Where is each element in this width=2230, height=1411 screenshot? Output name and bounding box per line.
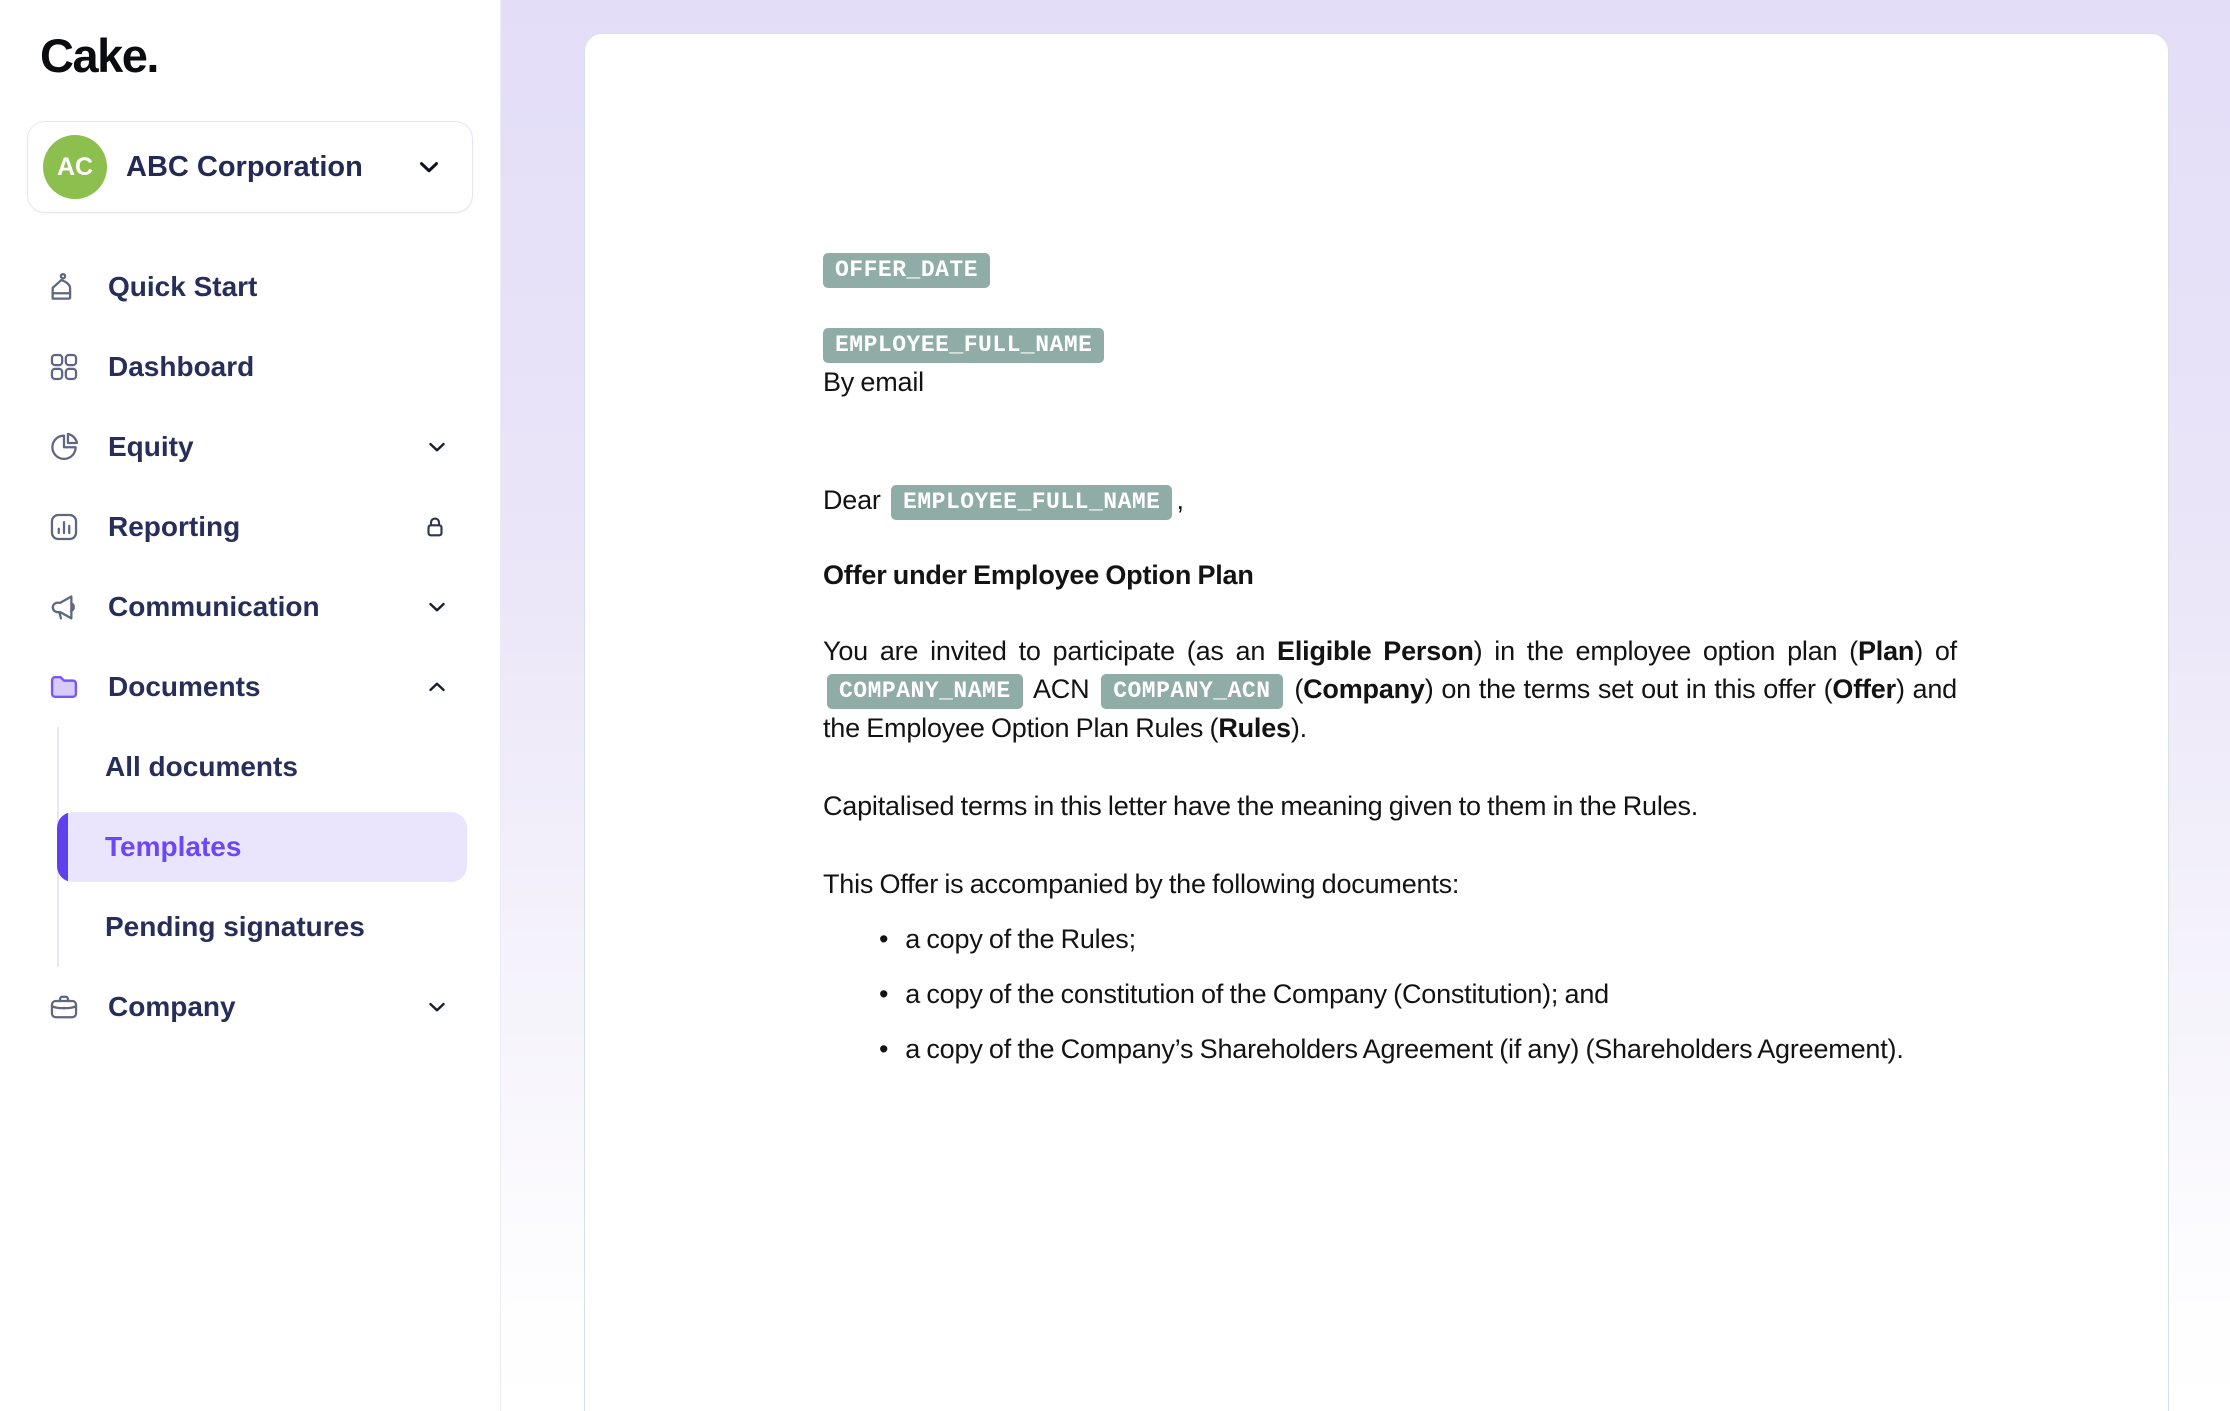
doc-bullet: • a copy of the constitution of the Company (Constitution); and [879,979,1609,1009]
chevron-down-icon [424,434,450,460]
bold-term: Company [1303,674,1425,704]
sidebar-subitem-label: Templates [105,831,242,862]
bold-term: Offer [1832,674,1896,704]
merge-field-tag: COMPANY_ACN [1101,674,1282,709]
doc-paragraph [823,556,1957,594]
sidebar-item-documents[interactable] [0,647,500,727]
bold-term: Plan [1857,636,1915,666]
sidebar-subitem-templates[interactable] [57,812,467,882]
sidebar-item-label: Dashboard [108,351,255,382]
cake-slice-icon [47,270,81,304]
sidebar-subitem-label: Pending signatures [105,911,365,942]
sidebar-item-label: Equity [108,431,194,462]
chevron-down-icon [414,152,444,182]
pie-chart-icon [47,430,81,464]
sidebar-item-reporting[interactable] [0,487,500,567]
sidebar-item-label: Quick Start [108,271,258,302]
merge-tag-line [823,249,1957,288]
merge-field-tag: EMPLOYEE_FULL_NAME [891,485,1172,520]
sidebar-nav [0,247,500,1047]
doc-bullet: • a copy of the Company’s Shareholders Agreement (if any) (Shareholders Agreement). [879,1034,1904,1064]
sidebar-item-quick-start[interactable] [0,247,500,327]
folder-icon [47,670,81,704]
chevron-down-icon [424,594,450,620]
bold-term: Eligible Person [1277,636,1474,666]
sidebar-item-dashboard[interactable] [0,327,500,407]
app-logo[interactable]: Cake. [40,29,158,82]
document-preview-pane [501,0,2230,1411]
sidebar-item-equity[interactable] [0,407,500,487]
doc-paragraph: You are invited to participate (as an Eligible Person) in the employee option plan (Plan) of COMPANY_NAME ACN COMPANY_ACN (Company) on the terms set out in this offer (Offer) and the Employee Option Plan Rules (Rules). [823,636,1957,743]
merge-field-tag: OFFER_DATE [823,253,990,288]
sidebar-subitem-all-documents[interactable] [59,727,467,807]
document-body [585,34,2168,1068]
bullet-dot: • [879,924,889,954]
company-avatar [43,135,107,199]
doc-paragraph: Dear EMPLOYEE_FULL_NAME , [823,481,1957,520]
briefcase-icon [47,990,81,1024]
sidebar-subitem-pending-signatures[interactable] [59,887,467,967]
document-page [584,33,2169,1411]
doc-paragraph: Capitalised terms in this letter have the meaning given to them in the Rules. [823,791,1699,821]
merge-field-tag: EMPLOYEE_FULL_NAME [823,328,1104,363]
sidebar-item-label: Communication [108,591,320,622]
sidebar-item-label: Company [108,991,236,1022]
company-avatar-initials: AC [56,152,94,181]
bullet-dot: • [879,1034,889,1064]
doc-paragraph: This Offer is accompanied by the following documents: [823,869,1460,899]
merge-field-tag: COMPANY_NAME [827,674,1023,709]
sidebar [0,0,501,1411]
lock-icon [420,512,450,542]
company-selector-name: ABC Corporation [126,150,363,183]
sidebar-subitem-label: All documents [105,751,298,782]
chevron-down-icon [424,994,450,1020]
megaphone-icon [47,590,81,624]
bullet-dot: • [879,979,889,1009]
dashboard-grid-icon [47,350,81,384]
sidebar-item-company[interactable] [0,967,500,1047]
chevron-up-icon [424,674,450,700]
documents-sublist [57,727,467,967]
company-selector[interactable] [27,121,473,213]
bold-term: Offer under Employee Option Plan [823,560,1254,590]
bar-chart-icon [47,510,81,544]
merge-tag-line [823,324,1957,363]
doc-bullet: • a copy of the Rules; [879,924,1136,954]
doc-paragraph: By email [823,367,924,397]
sidebar-item-label: Documents [108,671,261,702]
bold-term: Rules [1218,713,1291,743]
sidebar-item-label: Reporting [108,511,241,542]
sidebar-item-communication[interactable] [0,567,500,647]
